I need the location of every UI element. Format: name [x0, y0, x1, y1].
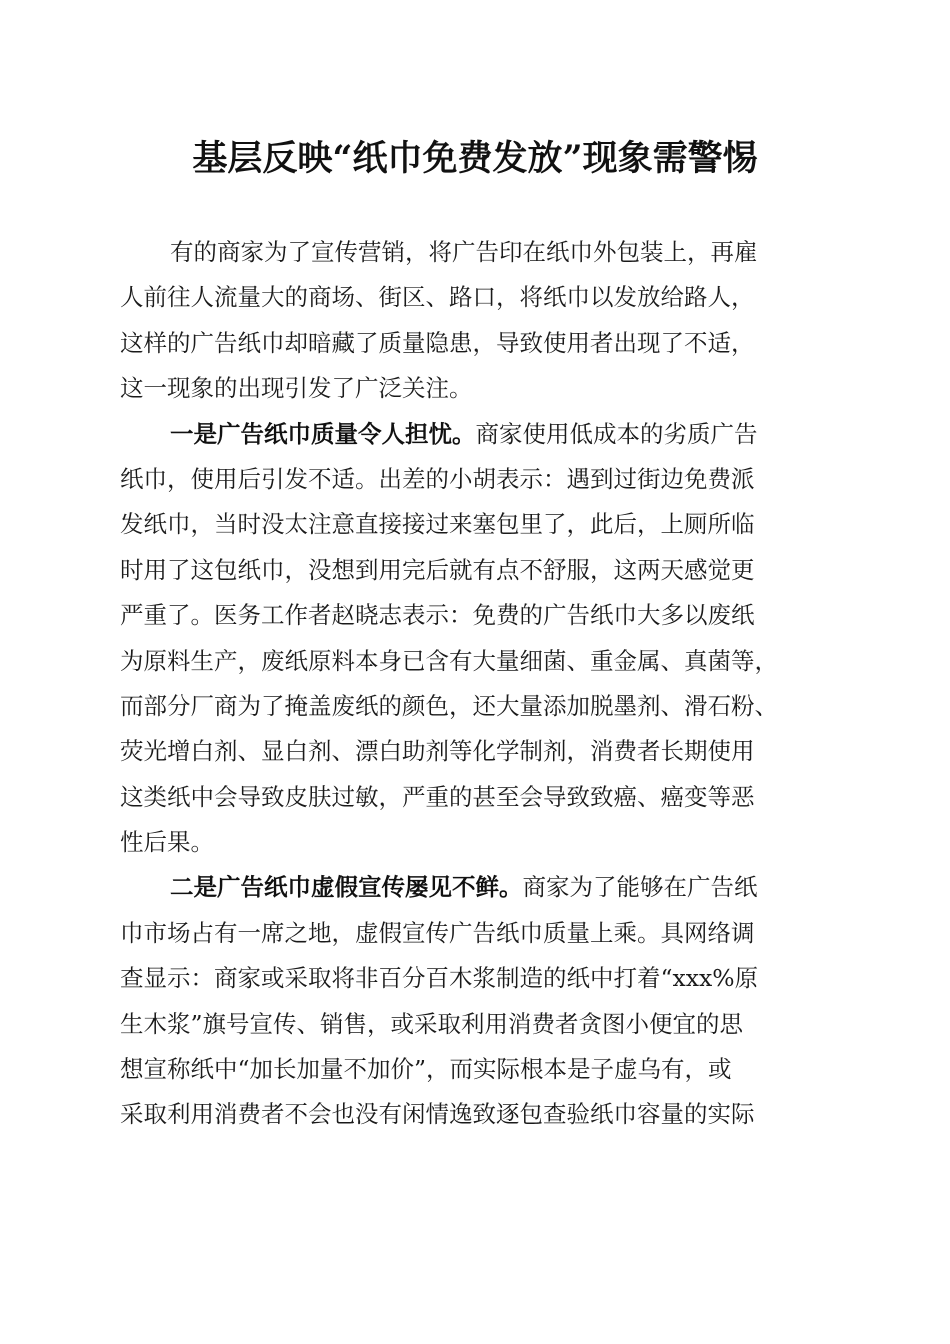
- text-line: 采取利用消费者不会也没有闲情逸致逐包查验纸巾容量的实际: [120, 1100, 755, 1129]
- text-line: 有的商家为了宣传营销，将广告印在纸巾外包装上，再雇: [170, 238, 758, 266]
- text-line: [120, 412, 832, 457]
- text-line: 这样的广告纸巾却暗藏了质量隐患，导致使用者出现了不适，: [120, 328, 755, 357]
- text-line: 生木浆”旗号宣传、销售，或采取利用消费者贪图小便宜的思: [120, 1009, 744, 1038]
- paragraph-lead-heading: 二是广告纸巾虚假宣传屡见不鲜。: [170, 873, 523, 902]
- text-line: 荧光增白剂、显白剂、漂白助剂等化学制剂，消费者长期使用: [120, 737, 755, 766]
- document-title: 基层反映“纸巾免费发放”现象需警惕: [192, 138, 758, 179]
- paragraph-lead-heading: 一是广告纸巾质量令人担忧。: [170, 419, 476, 448]
- text-line: [120, 865, 832, 910]
- text-line: 严重了。医务工作者赵晓志表示：免费的广告纸巾大多以废纸: [120, 601, 755, 630]
- text-line: 为原料生产，废纸原料本身已含有大量细菌、重金属、真菌等，: [120, 646, 778, 675]
- text-line: 性后果。: [120, 828, 214, 857]
- paragraph-false-advertising: [120, 865, 832, 1137]
- text-line: 这类纸中会导致皮肤过敏，严重的甚至会导致致癌、癌变等恶: [120, 782, 755, 811]
- text-line: 时用了这包纸巾，没想到用完后就有点不舒服，这两天感觉更: [120, 555, 755, 584]
- text-line: 纸巾，使用后引发不适。出差的小胡表示：遇到过街边免费派: [120, 464, 755, 493]
- text-line: 这一现象的出现引发了广泛关注。: [120, 374, 473, 403]
- text-line: 查显示：商家或采取将非百分百木浆制造的纸中打着“xxx%原: [120, 964, 759, 993]
- document-body: [120, 230, 832, 1138]
- text-line: 巾市场占有一席之地，虚假宣传广告纸巾质量上乘。具网络调: [120, 918, 755, 947]
- text-fragment: 商家为了能够在广告纸: [522, 873, 758, 902]
- text-fragment: 商家使用低成本的劣质广告: [475, 419, 758, 448]
- paragraph-quality-concern: [120, 412, 832, 866]
- paragraph-intro: [120, 230, 832, 412]
- text-line: 发纸巾，当时没太注意直接接过来塞包里了，此后，上厕所临: [120, 510, 755, 539]
- text-line: 而部分厂商为了掩盖废纸的颜色，还大量添加脱墨剂、滑石粉、: [120, 691, 778, 720]
- text-line: 想宣称纸中“加长加量不加价”，而实际根本是子虚乌有，或: [120, 1055, 732, 1084]
- text-line: 人前往人流量大的商场、街区、路口，将纸巾以发放给路人，: [120, 283, 755, 312]
